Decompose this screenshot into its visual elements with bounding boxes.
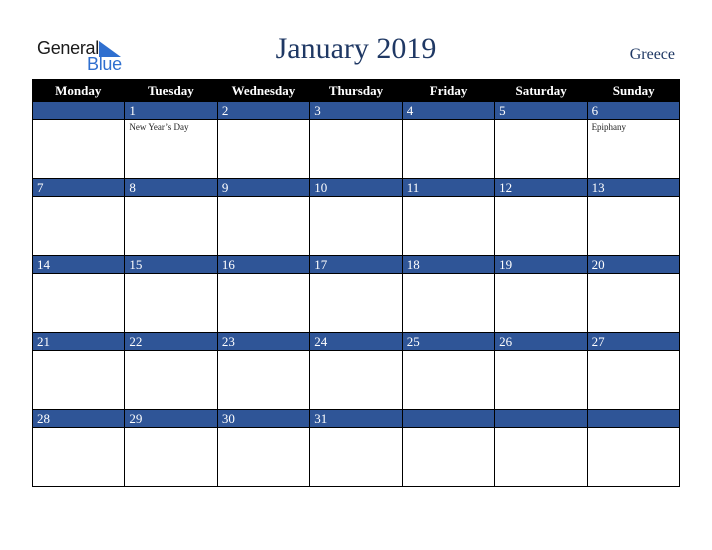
day-cell[interactable] <box>310 410 402 487</box>
day-number <box>403 410 494 428</box>
holiday-label <box>495 274 586 276</box>
week-row <box>32 333 680 410</box>
day-cell[interactable] <box>33 102 125 179</box>
holiday-label <box>588 197 679 199</box>
holiday-label <box>588 351 679 353</box>
holiday-label: Epiphany <box>591 122 627 132</box>
day-cell[interactable] <box>310 256 402 333</box>
day-cell[interactable] <box>218 102 310 179</box>
holiday-label <box>310 120 401 122</box>
weekday-header-row <box>32 79 680 102</box>
day-cell[interactable] <box>218 410 310 487</box>
holiday-label: New Year’s Day <box>129 122 189 132</box>
day-cell[interactable] <box>125 333 217 410</box>
page-title: January 2019 <box>275 32 437 65</box>
day-cell[interactable] <box>588 256 680 333</box>
day-number: 15 <box>125 256 216 274</box>
holiday-label <box>495 428 586 430</box>
logo-word-blue: Blue <box>87 54 122 74</box>
week-row <box>32 410 680 487</box>
day-cell[interactable] <box>218 179 310 256</box>
day-number: 2 <box>218 102 309 120</box>
holiday-label <box>218 120 309 122</box>
day-cell[interactable] <box>495 102 587 179</box>
day-cell[interactable] <box>403 333 495 410</box>
day-number: 5 <box>495 102 586 120</box>
day-number: 10 <box>310 179 401 197</box>
holiday-label <box>495 351 586 353</box>
day-cell[interactable] <box>588 179 680 256</box>
day-number: 22 <box>125 333 216 351</box>
weekday-header: Saturday <box>515 83 567 98</box>
week-row <box>32 179 680 256</box>
holiday-label <box>125 351 216 353</box>
country-label: Greece <box>629 46 675 63</box>
day-number: 14 <box>33 256 124 274</box>
day-cell[interactable] <box>588 102 680 179</box>
day-cell[interactable] <box>403 256 495 333</box>
holiday-label <box>588 428 679 430</box>
day-number: 3 <box>310 102 401 120</box>
day-number: 28 <box>33 410 124 428</box>
day-cell[interactable] <box>218 333 310 410</box>
holiday-label <box>33 274 124 276</box>
day-number: 13 <box>588 179 679 197</box>
holiday-label <box>403 428 494 430</box>
holiday-label <box>218 428 309 430</box>
holiday-label <box>310 428 401 430</box>
holiday-label <box>218 197 309 199</box>
day-number: 23 <box>218 333 309 351</box>
day-number: 20 <box>588 256 679 274</box>
day-cell[interactable] <box>495 179 587 256</box>
day-number: 27 <box>588 333 679 351</box>
day-cell[interactable] <box>33 179 125 256</box>
holiday-label <box>310 274 401 276</box>
day-number <box>588 410 679 428</box>
holiday-label <box>495 120 586 122</box>
day-cell[interactable] <box>310 179 402 256</box>
holiday-label <box>403 120 494 122</box>
day-cell[interactable] <box>495 256 587 333</box>
day-cell[interactable] <box>310 102 402 179</box>
day-number: 8 <box>125 179 216 197</box>
day-number: 18 <box>403 256 494 274</box>
day-cell[interactable] <box>588 410 680 487</box>
day-cell[interactable] <box>495 333 587 410</box>
weekday-header: Tuesday <box>147 83 194 98</box>
logo-word-general: General <box>37 38 99 58</box>
holiday-label <box>310 351 401 353</box>
day-cell[interactable] <box>125 102 217 179</box>
day-cell[interactable] <box>33 410 125 487</box>
holiday-label <box>588 274 679 276</box>
day-cell[interactable] <box>125 256 217 333</box>
day-number: 19 <box>495 256 586 274</box>
weekday-header: Friday <box>429 83 468 98</box>
holiday-label <box>125 197 216 199</box>
day-number: 17 <box>310 256 401 274</box>
day-cell[interactable] <box>33 256 125 333</box>
holiday-label <box>310 197 401 199</box>
day-number: 29 <box>125 410 216 428</box>
holiday-label <box>403 197 494 199</box>
week-row <box>32 256 680 333</box>
day-number: 6 <box>588 102 679 120</box>
holiday-label <box>33 197 124 199</box>
day-number: 25 <box>403 333 494 351</box>
holiday-label <box>495 197 586 199</box>
day-cell[interactable] <box>125 410 217 487</box>
day-number: 11 <box>403 179 494 197</box>
day-number: 9 <box>218 179 309 197</box>
day-cell[interactable] <box>33 333 125 410</box>
day-cell[interactable] <box>403 410 495 487</box>
calendar-grid <box>32 79 680 486</box>
holiday-label <box>125 274 216 276</box>
day-number: 26 <box>495 333 586 351</box>
holiday-label <box>403 351 494 353</box>
day-cell[interactable] <box>403 102 495 179</box>
day-number <box>495 410 586 428</box>
holiday-label <box>33 120 124 122</box>
day-cell[interactable] <box>495 410 587 487</box>
day-number: 4 <box>403 102 494 120</box>
holiday-label <box>125 428 216 430</box>
day-number: 7 <box>33 179 124 197</box>
day-number: 24 <box>310 333 401 351</box>
day-cell[interactable] <box>588 333 680 410</box>
holiday-label <box>403 274 494 276</box>
day-number: 1 <box>125 102 216 120</box>
holiday-label <box>218 351 309 353</box>
day-cell[interactable] <box>310 333 402 410</box>
weeks-container <box>32 102 680 487</box>
day-number <box>33 102 124 120</box>
day-number: 12 <box>495 179 586 197</box>
day-number: 16 <box>218 256 309 274</box>
week-row <box>32 102 680 179</box>
weekday-header: Wednesday <box>231 83 296 98</box>
day-cell[interactable] <box>403 179 495 256</box>
weekday-header: Sunday <box>612 83 655 98</box>
day-number: 31 <box>310 410 401 428</box>
day-number: 30 <box>218 410 309 428</box>
day-cell[interactable] <box>125 179 217 256</box>
weekday-header: Monday <box>55 83 102 98</box>
weekday-header: Thursday <box>328 83 384 98</box>
holiday-label <box>33 351 124 353</box>
holiday-label <box>218 274 309 276</box>
day-number: 21 <box>33 333 124 351</box>
holiday-label <box>33 428 124 430</box>
day-cell[interactable] <box>218 256 310 333</box>
